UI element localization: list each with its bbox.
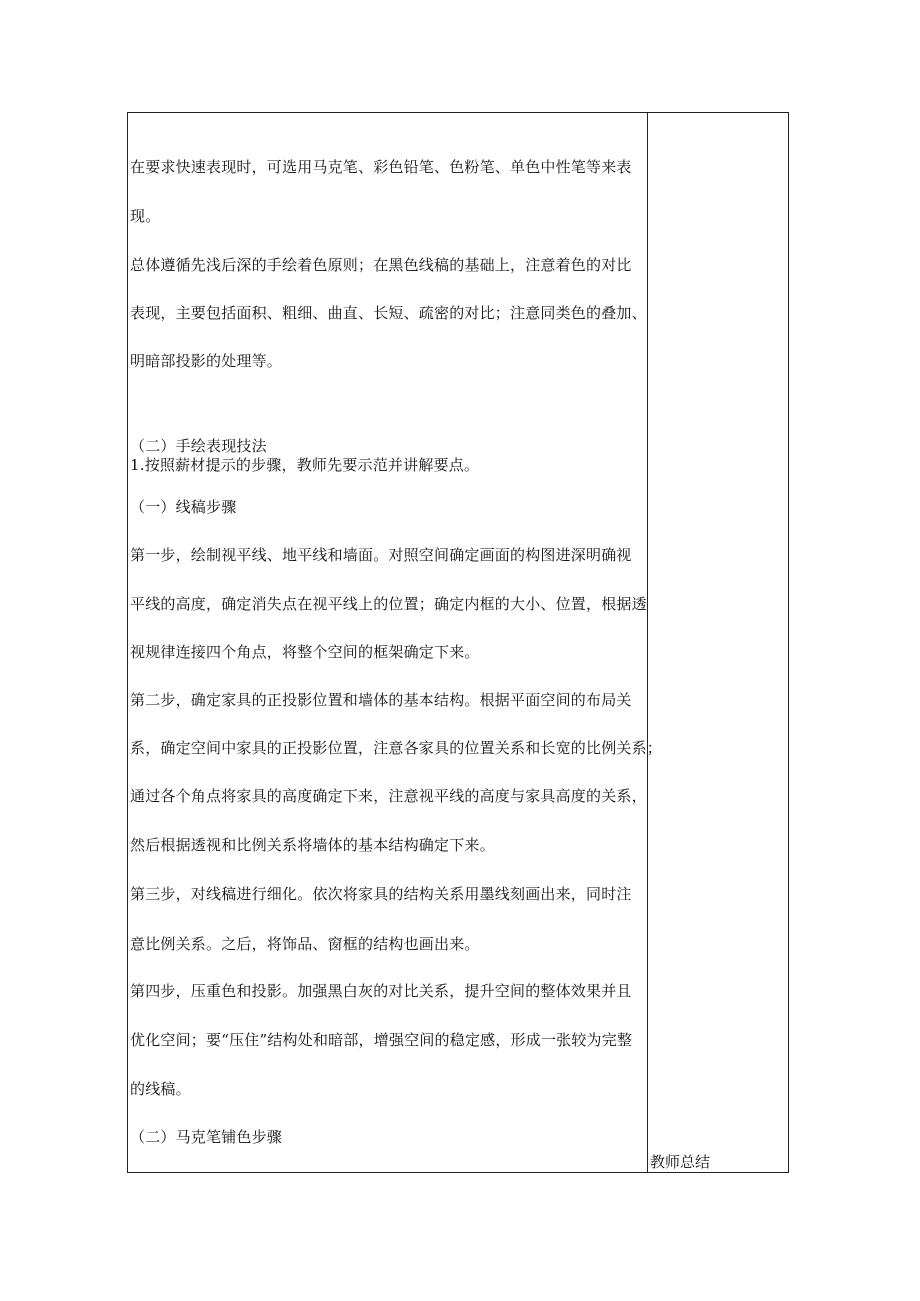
paragraph-line: 平线的高度，确定消失点在视平线上的位置；确定内框的大小、位置，根据透 [130,595,647,613]
paragraph-line: 视规律连接四个角点，将整个空间的框架确定下来。 [130,643,480,661]
section-heading: （二）手绘表现技法 [130,437,267,455]
paragraph-line: 第三步，对线稿进行细化。依次将家具的结构关系用墨线刻画出来，同时注 [130,885,632,903]
paragraph-line: 通过各个角点将家具的高度确定下来，注意视平线的高度与家具高度的关系， [130,787,647,805]
paragraph-line: 总体遵循先浅后深的手绘着色原则；在黑色线稿的基础上，注意着色的对比 [130,256,632,274]
paragraph-line: 系，确定空间中家具的正投影位置，注意各家具的位置关系和长宽的比例关系； [130,739,663,757]
section-heading: （一）线稿步骤 [130,498,237,516]
paragraph-line: 表现，主要包括面积、粗细、曲直、长短、疏密的对比；注意同类色的叠加、 [130,304,647,322]
paragraph-line: 第一步，绘制视平线、地平线和墙面。对照空间确定画面的构图进深明确视 [130,546,632,564]
paragraph-line: 明暗部投影的处理等。 [130,352,283,370]
paragraph-line: 意比例关系。之后，将饰品、窗框的结构也画出来。 [130,935,480,953]
paragraph-line: 在要求快速表现时，可选用马克笔、彩色铅笔、色粉笔、单色中性笔等来表 [130,158,632,176]
paragraph-line: 现。 [130,207,161,225]
paragraph-line: 1.按照薪材提示的步骤，教师先要示范并讲解要点。 [130,456,480,474]
column-divider [647,113,648,1172]
paragraph-line: 然后根据透视和比例关系将墙体的基本结构确定下来。 [130,836,495,854]
lesson-table [127,112,789,1173]
paragraph-line: 第四步，压重色和投影。加强黑白灰的对比关系，提升空间的整体效果并且 [130,982,632,1000]
section-heading: （二）马克笔铺色步骤 [130,1128,283,1146]
paragraph-line: 第二步，确定家具的正投影位置和墙体的基本结构。根据平面空间的布局关 [130,691,632,709]
teacher-summary-label: 教师总结 [650,1153,711,1171]
paragraph-line: 的线稿。 [130,1080,191,1098]
paragraph-line: 优化空间；要“压住”结构处和暗部，增强空间的稳定感，形成一张较为完整 [130,1031,633,1049]
